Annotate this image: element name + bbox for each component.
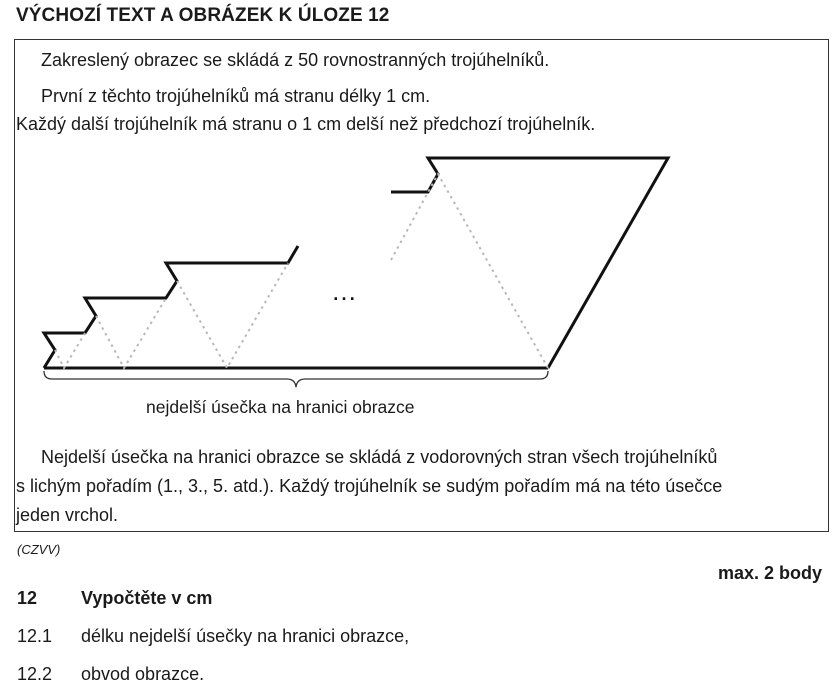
explanation-paragraph xyxy=(16,443,816,530)
figure-left-outline xyxy=(44,246,298,368)
intro-line-1: Zakreslený obrazec se skládá z 50 rovnostranných trojúhelníků. xyxy=(41,50,550,70)
task-title: Vypočtěte v cm xyxy=(81,588,213,608)
section-heading: VÝCHOZÍ TEXT A OBRÁZEK K ÚLOZE 12 xyxy=(16,5,390,26)
subtask-text-1: délku nejdelší úsečky na hranici obrazce, xyxy=(81,626,410,646)
explanation-line-3: jeden vrchol. xyxy=(16,505,119,525)
task-number: 12 xyxy=(17,588,38,608)
brace xyxy=(44,371,548,387)
ellipsis: … xyxy=(331,276,357,306)
explanation-line-2: s lichým pořadím (1., 3., 5. atd.). Každý trojúhelník se sudým pořadím má na této úsečce xyxy=(16,476,723,496)
source-note: (CZVV) xyxy=(17,542,61,557)
explanation-line-1: Nejdelší úsečka na hranici obrazce se skládá z vodorovných stran všech trojúhelníků xyxy=(41,447,718,467)
subtask-number-1: 12.1 xyxy=(17,626,53,646)
intro-line-2: První z těchto trojúhelníků má stranu délky 1 cm. xyxy=(41,86,431,106)
brace-label: nejdelší úsečka na hranici obrazce xyxy=(146,397,415,417)
intro-line-3: Každý další trojúhelník má stranu o 1 cm delší než předchozí trojúhelník. xyxy=(16,114,596,134)
dotted-triangle-edges xyxy=(55,174,548,368)
subtask-number-2: 12.2 xyxy=(17,664,53,684)
max-points: max. 2 body xyxy=(717,563,822,583)
subtask-text-2: obvod obrazce. xyxy=(81,664,205,684)
figure-right-outline xyxy=(391,158,668,368)
